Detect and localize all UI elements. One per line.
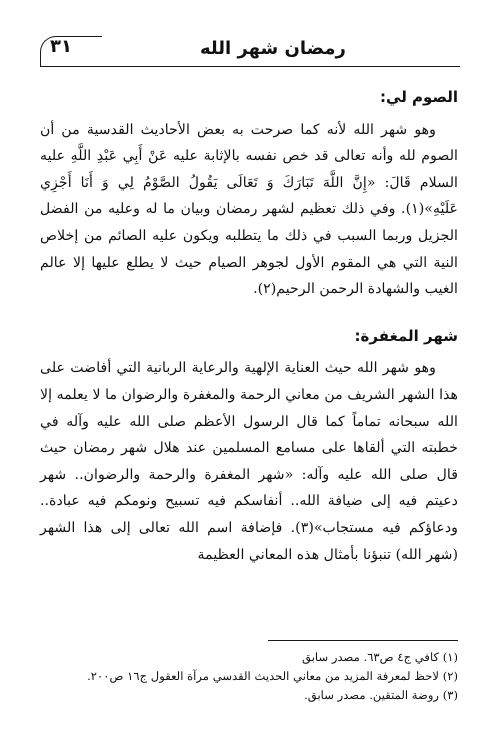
paragraph-fasting: وهو شهر الله لأنه كما صرحت به بعض الأحاديث القدسية من أن الصوم لله وأنه تعالى قد خص نفسه بالإثابة عليه عَنْ أَبِي عَبْدِ اللَّهِ عليه السلام قَالَ: «إِنَّ اللَّهَ تَبَارَكَ وَ تَعَالَى يَقُولُ الصَّوْمُ لِي وَ أَنَا أَجْزِي عَلَيْهِ»(١). وفي ذلك تعظيم لشهر رمضان وبيان ما له وعليه من الفضل الجزيل وربما السبب في ذلك ما يتطلبه ويكون عليه الصائم من إخلاص النية التي هي المقوم الأول لجوهر الصيام حيث لا يطلع عليها إلا عالم الغيب والشهادة الرحمن الرحيم(٢). xyxy=(40,121,458,298)
running-title: رمضان شهر الله xyxy=(200,38,346,59)
main-text xyxy=(40,84,458,568)
page-number: ٣١ xyxy=(50,36,72,57)
footnote-2: (٢) لاحظ لمعرفة المزيد من معاني الحديث القدسي مرآة العقول ج١٦ ص٢٠٠. xyxy=(87,669,458,683)
footnote-1: (١) كافي ج٤ ص٦٣. مصدر سابق xyxy=(302,650,458,664)
paragraph-forgiveness: وهو شهر الله حيث العناية الإلهية والرعاية الربانية التي أفاضت على هذا الشهر الشريف من معاني الرحمة والمغفرة والرضوان ما لا يعلمه إلا الله سبحانه تماماً كما قال الرسول الأعظم صلى الله عليه وآله في خطبته التي ألقاها على مسامع المسلمين عند هلال شهر رمضان حيث قال صلى الله عليه وآله: «شهر المغفرة والرحمة والرضوان.. شهر دعيتم فيه إلى ضيافة الله.. أنفاسكم فيه تسبيح ونومكم فيه عبادة.. ودعاؤكم فيه مستجاب»(٣). فإضافة اسم الله تعالى إلى هذا الشهر (شهر الله) تنبؤنا بأمثال هذه المعاني العظيمة xyxy=(40,360,459,563)
page-header xyxy=(40,32,460,67)
footnotes xyxy=(40,648,458,705)
section-heading-fasting: الصوم لي: xyxy=(380,88,458,106)
section-heading-forgiveness: شهر المغفرة: xyxy=(354,326,458,345)
footnote-3: (٣) روضة المتقين. مصدر سابق. xyxy=(304,688,458,702)
footnote-divider xyxy=(268,640,458,641)
